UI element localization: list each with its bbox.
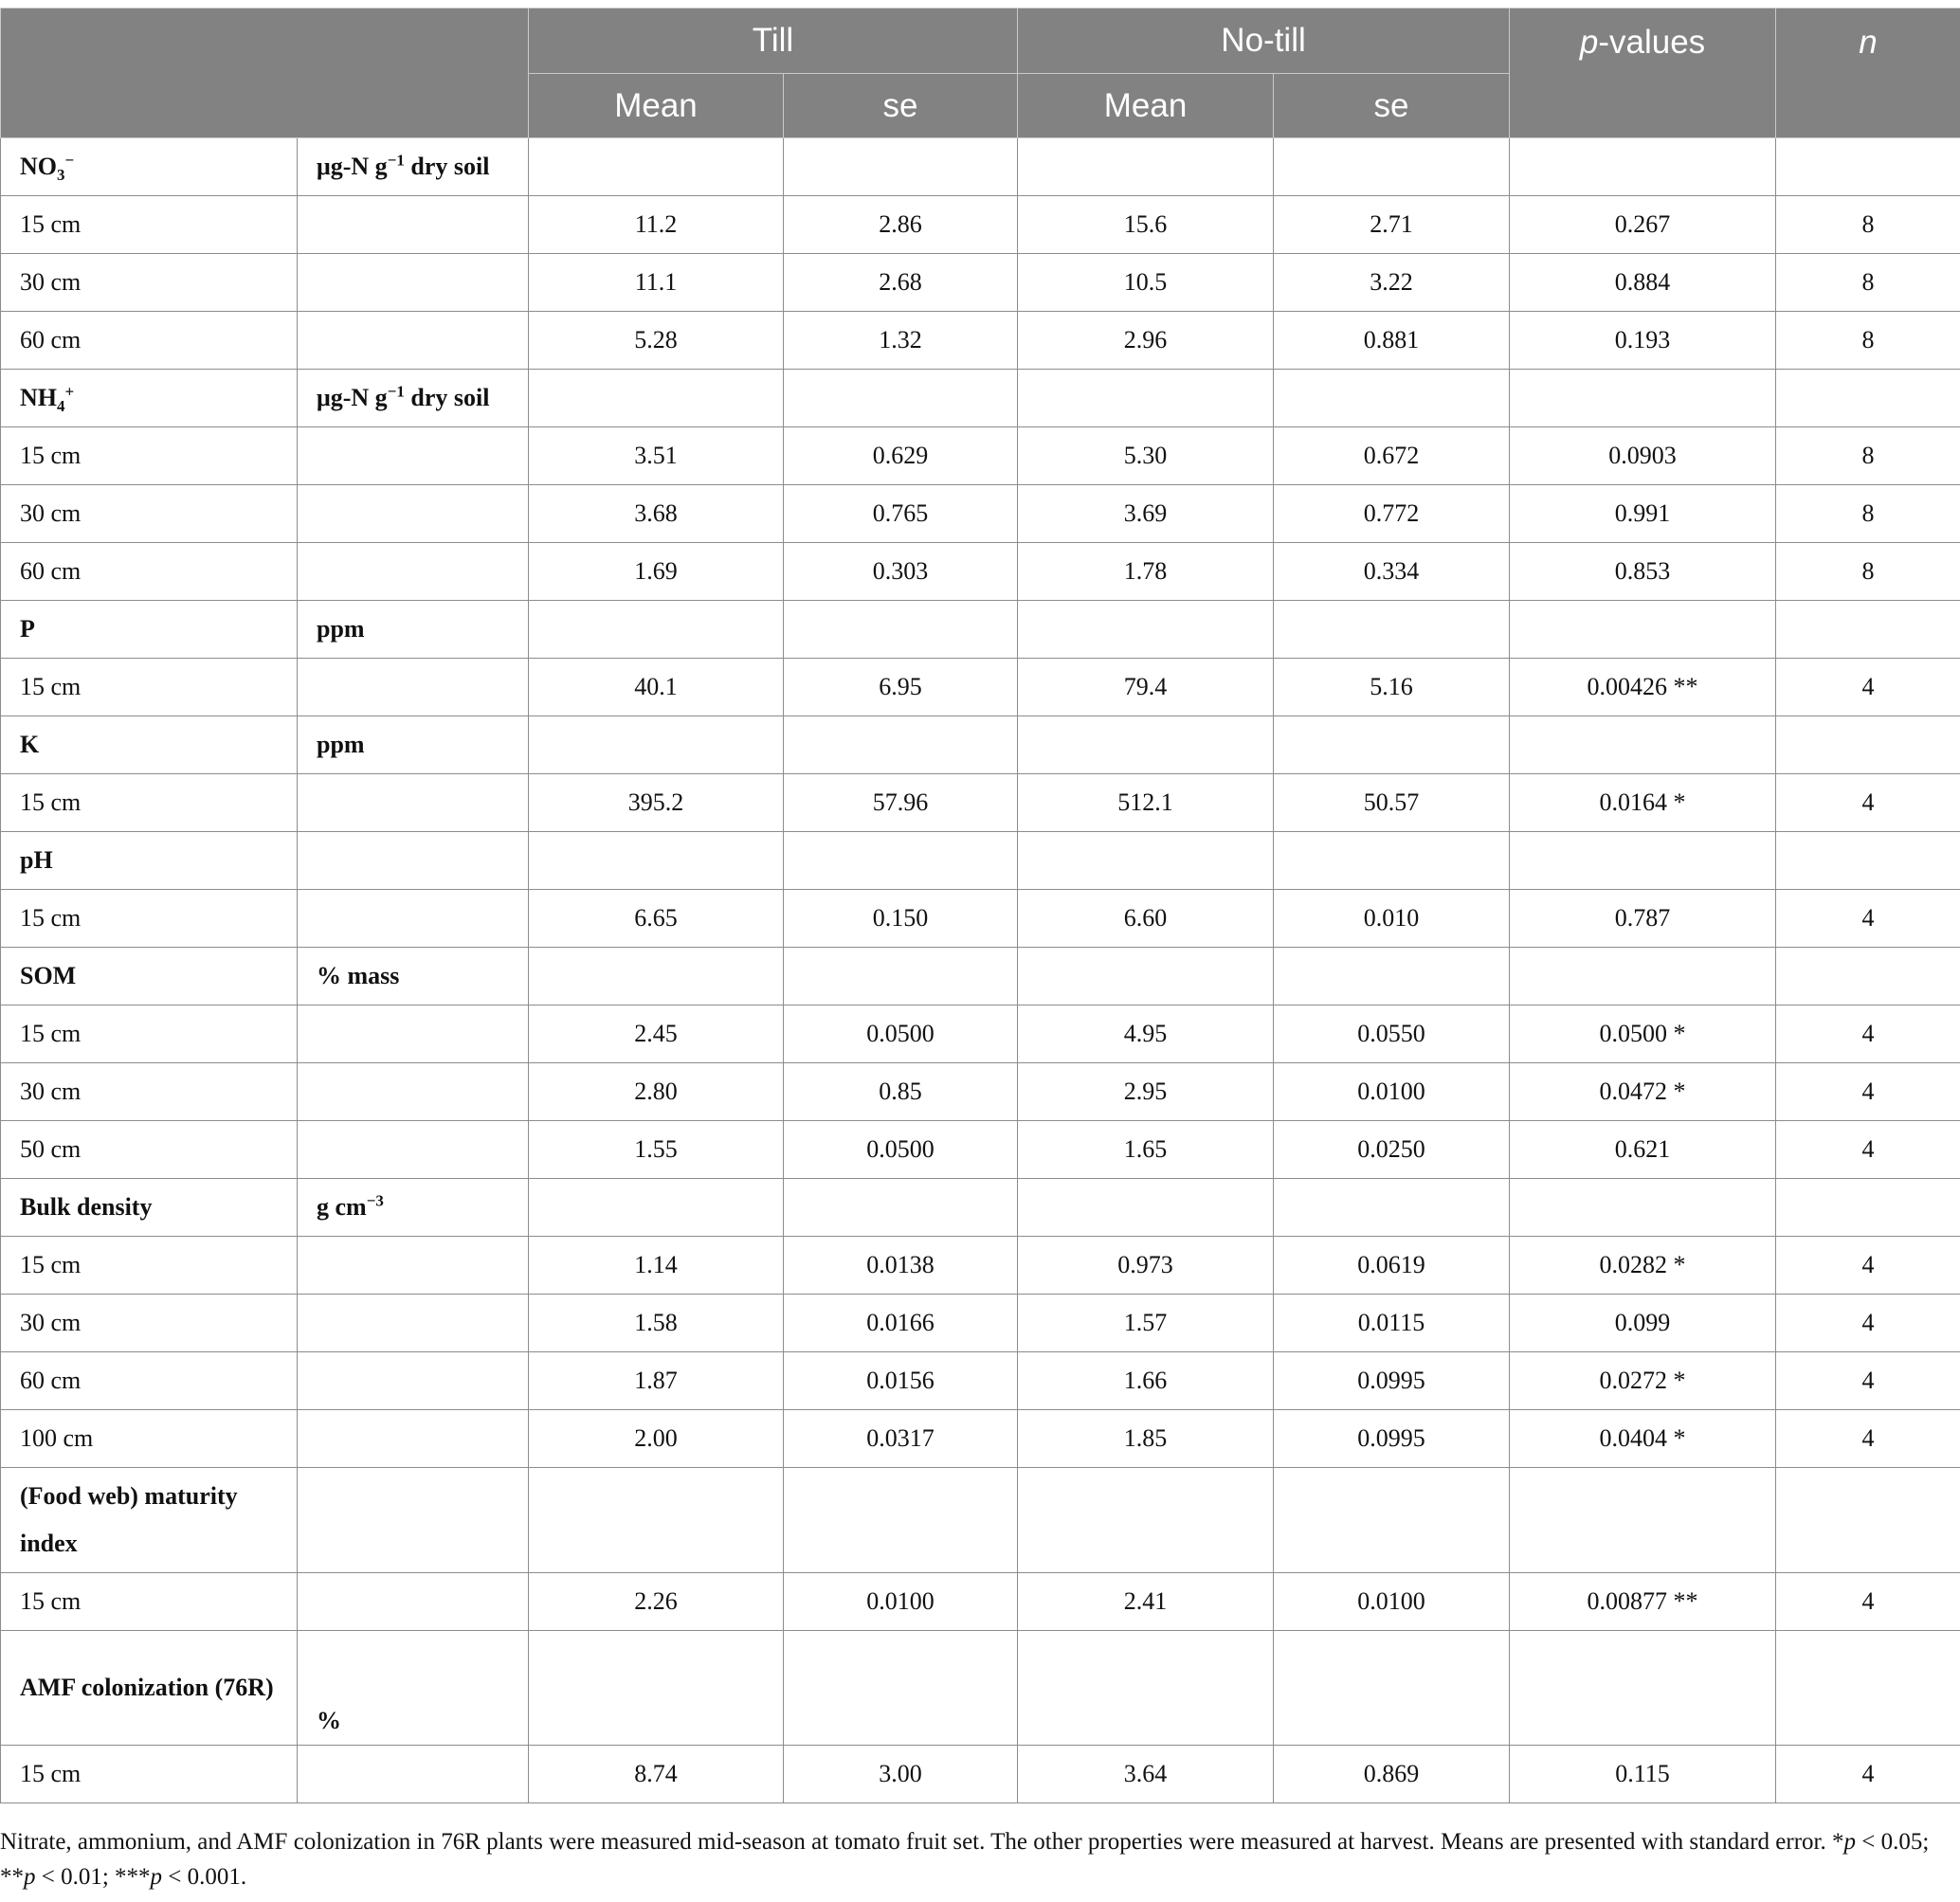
section-unit-nh4: μg-N $g^{-1}$ dry soil [298, 370, 529, 427]
no-till-se-cell: 0.0250 [1274, 1121, 1510, 1179]
no-till-se-cell: 0.0619 [1274, 1237, 1510, 1295]
no-till-mean-cell: 79.4 [1018, 659, 1274, 716]
table-row [1, 659, 1960, 716]
table-row [1, 1352, 1960, 1410]
n-cell: 4 [1776, 1573, 1960, 1631]
section-row-k [1, 716, 1960, 774]
section-label-p: P [1, 601, 298, 659]
section-label-no3: $NO_3^-$ [1, 138, 298, 196]
p-value-cell: 0.787 [1510, 890, 1776, 948]
p-value-cell: 0.099 [1510, 1295, 1776, 1352]
till-se-cell: 0.0156 [784, 1352, 1018, 1410]
till-se-cell: 0.765 [784, 485, 1018, 543]
n-cell: 4 [1776, 890, 1960, 948]
no-till-se-cell: 0.0550 [1274, 1005, 1510, 1063]
no-till-mean-cell: 5.30 [1018, 427, 1274, 485]
till-mean-cell: 2.80 [529, 1063, 784, 1121]
section-label-bulk-density: Bulk density [1, 1179, 298, 1237]
p-value-cell: 0.0164 * [1510, 774, 1776, 832]
no-till-mean-cell: 1.65 [1018, 1121, 1274, 1179]
till-mean-cell: 2.45 [529, 1005, 784, 1063]
table-row [1, 1237, 1960, 1295]
p-value-cell: 0.0472 * [1510, 1063, 1776, 1121]
table-row [1, 1573, 1960, 1631]
depth-cell: 15 cm [1, 774, 298, 832]
table-row [1, 1410, 1960, 1468]
no-till-mean-cell: 1.57 [1018, 1295, 1274, 1352]
table-body [1, 138, 1960, 1803]
p-value-cell: 0.115 [1510, 1746, 1776, 1803]
no-till-se-cell: 0.0100 [1274, 1573, 1510, 1631]
till-se-cell: 0.0166 [784, 1295, 1018, 1352]
no-till-mean-cell: 0.973 [1018, 1237, 1274, 1295]
p-value-cell: 0.193 [1510, 312, 1776, 370]
header-n-italic: n [1859, 24, 1878, 61]
no-till-mean-cell: 3.69 [1018, 485, 1274, 543]
depth-cell: 30 cm [1, 254, 298, 312]
no-till-mean-cell: 512.1 [1018, 774, 1274, 832]
no-till-se-cell: 0.010 [1274, 890, 1510, 948]
table-row [1, 1063, 1960, 1121]
no-till-se-cell: 3.22 [1274, 254, 1510, 312]
p-value-cell: 0.0404 * [1510, 1410, 1776, 1468]
till-se-cell: 0.150 [784, 890, 1018, 948]
p-value-cell: 0.621 [1510, 1121, 1776, 1179]
table-row [1, 196, 1960, 254]
depth-cell: 60 cm [1, 1352, 298, 1410]
p-value-cell: 0.0903 [1510, 427, 1776, 485]
p-value-cell: 0.00426 ** [1510, 659, 1776, 716]
depth-cell: 15 cm [1, 1237, 298, 1295]
no-till-se-cell: 2.71 [1274, 196, 1510, 254]
table-footnote: Nitrate, ammonium, and AMF colonization in 76R plants were measured mid-season at tomato fruit set. The other properties were measured at harvest. Means are presented with standard error. *p < 0.05; **p < 0.01; ***p < 0.001. [0, 1829, 1930, 1890]
header-no-till: No-till [1018, 9, 1510, 74]
till-se-cell: 0.303 [784, 543, 1018, 601]
no-till-se-cell: 0.772 [1274, 485, 1510, 543]
no-till-se-cell: 0.0100 [1274, 1063, 1510, 1121]
section-row-amf-colonization [1, 1631, 1960, 1746]
till-se-cell: 2.86 [784, 196, 1018, 254]
table-row [1, 890, 1960, 948]
table-row [1, 1121, 1960, 1179]
till-mean-cell: 40.1 [529, 659, 784, 716]
no-till-mean-cell: 1.78 [1018, 543, 1274, 601]
soil-properties-table [0, 8, 1960, 1803]
no-till-se-cell: 0.0115 [1274, 1295, 1510, 1352]
table-row [1, 427, 1960, 485]
no-till-mean-cell: 2.96 [1018, 312, 1274, 370]
section-unit-bulk-density: g $cm^{-3}$ [298, 1179, 529, 1237]
till-mean-cell: 1.58 [529, 1295, 784, 1352]
till-se-cell: 0.629 [784, 427, 1018, 485]
section-row-maturity-index [1, 1468, 1960, 1573]
no-till-se-cell: 5.16 [1274, 659, 1510, 716]
section-row-bulk-density [1, 1179, 1960, 1237]
till-mean-cell: 2.26 [529, 1573, 784, 1631]
n-cell: 8 [1776, 196, 1960, 254]
till-mean-cell: 1.69 [529, 543, 784, 601]
n-cell: 4 [1776, 1295, 1960, 1352]
p-value-cell: 0.991 [1510, 485, 1776, 543]
depth-cell: 100 cm [1, 1410, 298, 1468]
till-mean-cell: 5.28 [529, 312, 784, 370]
section-row-no3 [1, 138, 1960, 196]
till-se-cell: 3.00 [784, 1746, 1018, 1803]
n-cell: 8 [1776, 543, 1960, 601]
section-label-nh4: $NH_4^+$ [1, 370, 298, 427]
no-till-mean-cell: 2.95 [1018, 1063, 1274, 1121]
table-header [1, 9, 1960, 138]
header-p-rest: -values [1598, 24, 1706, 61]
depth-cell: 15 cm [1, 1005, 298, 1063]
no-till-se-cell: 0.869 [1274, 1746, 1510, 1803]
n-cell: 4 [1776, 659, 1960, 716]
n-cell: 4 [1776, 1121, 1960, 1179]
n-cell: 4 [1776, 1746, 1960, 1803]
header-till: Till [529, 9, 1018, 74]
section-unit-k: ppm [298, 716, 529, 774]
table-row [1, 485, 1960, 543]
table-row [1, 774, 1960, 832]
till-se-cell: 0.0500 [784, 1121, 1018, 1179]
header-p-italic: p [1579, 24, 1599, 61]
table-row [1, 254, 1960, 312]
depth-cell: 15 cm [1, 196, 298, 254]
till-se-cell: 57.96 [784, 774, 1018, 832]
till-mean-cell: 395.2 [529, 774, 784, 832]
depth-cell: 30 cm [1, 485, 298, 543]
depth-cell: 15 cm [1, 1573, 298, 1631]
n-cell: 4 [1776, 1352, 1960, 1410]
p-value-cell: 0.00877 ** [1510, 1573, 1776, 1631]
p-value-cell: 0.0500 * [1510, 1005, 1776, 1063]
no-till-se-cell: 0.672 [1274, 427, 1510, 485]
section-unit-amf-colonization: % [298, 1631, 529, 1746]
till-mean-cell: 1.14 [529, 1237, 784, 1295]
header-till-se: se [784, 74, 1018, 138]
header-row-groups [1, 9, 1960, 74]
till-se-cell: 1.32 [784, 312, 1018, 370]
table-row [1, 1295, 1960, 1352]
depth-cell: 30 cm [1, 1295, 298, 1352]
depth-cell: 50 cm [1, 1121, 298, 1179]
p-value-cell: 0.853 [1510, 543, 1776, 601]
n-cell: 8 [1776, 254, 1960, 312]
header-no-till-mean: Mean [1018, 74, 1274, 138]
section-unit-no3: μg-N $g^{-1}$ dry soil [298, 138, 529, 196]
no-till-mean-cell: 15.6 [1018, 196, 1274, 254]
header-no-till-se: se [1274, 74, 1510, 138]
n-cell: 4 [1776, 774, 1960, 832]
no-till-mean-cell: 2.41 [1018, 1573, 1274, 1631]
till-mean-cell: 1.87 [529, 1352, 784, 1410]
no-till-se-cell: 0.0995 [1274, 1410, 1510, 1468]
section-row-ph [1, 832, 1960, 890]
table-row [1, 1746, 1960, 1803]
table-row [1, 312, 1960, 370]
depth-cell: 15 cm [1, 890, 298, 948]
table-row [1, 1005, 1960, 1063]
till-se-cell: 0.0500 [784, 1005, 1018, 1063]
n-cell: 4 [1776, 1005, 1960, 1063]
section-row-som [1, 948, 1960, 1005]
section-label-k: K [1, 716, 298, 774]
section-label-som: SOM [1, 948, 298, 1005]
no-till-mean-cell: 3.64 [1018, 1746, 1274, 1803]
section-unit-ph [298, 832, 529, 890]
till-mean-cell: 3.68 [529, 485, 784, 543]
section-label-maturity-index: (Food web) maturity index [1, 1468, 298, 1573]
no-till-se-cell: 50.57 [1274, 774, 1510, 832]
n-cell: 4 [1776, 1063, 1960, 1121]
p-value-cell: 0.884 [1510, 254, 1776, 312]
depth-cell: 60 cm [1, 543, 298, 601]
no-till-mean-cell: 10.5 [1018, 254, 1274, 312]
till-mean-cell: 3.51 [529, 427, 784, 485]
till-mean-cell: 8.74 [529, 1746, 784, 1803]
no-till-se-cell: 0.881 [1274, 312, 1510, 370]
no-till-mean-cell: 1.66 [1018, 1352, 1274, 1410]
till-se-cell: 0.0317 [784, 1410, 1018, 1468]
till-mean-cell: 11.1 [529, 254, 784, 312]
section-unit-som: % mass [298, 948, 529, 1005]
till-mean-cell: 2.00 [529, 1410, 784, 1468]
depth-cell: 15 cm [1, 427, 298, 485]
no-till-mean-cell: 1.85 [1018, 1410, 1274, 1468]
p-value-cell: 0.267 [1510, 196, 1776, 254]
p-value-cell: 0.0282 * [1510, 1237, 1776, 1295]
section-row-nh4 [1, 370, 1960, 427]
n-cell: 4 [1776, 1237, 1960, 1295]
till-se-cell: 2.68 [784, 254, 1018, 312]
no-till-se-cell: 0.334 [1274, 543, 1510, 601]
n-cell: 8 [1776, 312, 1960, 370]
till-se-cell: 0.85 [784, 1063, 1018, 1121]
n-cell: 8 [1776, 427, 1960, 485]
no-till-se-cell: 0.0995 [1274, 1352, 1510, 1410]
header-n [1776, 9, 1960, 138]
till-mean-cell: 1.55 [529, 1121, 784, 1179]
till-mean-cell: 11.2 [529, 196, 784, 254]
depth-cell: 60 cm [1, 312, 298, 370]
no-till-mean-cell: 6.60 [1018, 890, 1274, 948]
n-cell: 8 [1776, 485, 1960, 543]
till-mean-cell: 6.65 [529, 890, 784, 948]
till-se-cell: 0.0100 [784, 1573, 1018, 1631]
header-till-mean: Mean [529, 74, 784, 138]
till-se-cell: 6.95 [784, 659, 1018, 716]
table-wrapper [0, 8, 1960, 1803]
header-corner-blank [1, 9, 529, 138]
section-label-ph: pH [1, 832, 298, 890]
no-till-mean-cell: 4.95 [1018, 1005, 1274, 1063]
section-row-p [1, 601, 1960, 659]
section-unit-p: ppm [298, 601, 529, 659]
depth-cell: 30 cm [1, 1063, 298, 1121]
section-unit-maturity-index [298, 1468, 529, 1573]
section-label-amf-colonization: AMF colonization (76R) [1, 1631, 298, 1746]
n-cell: 4 [1776, 1410, 1960, 1468]
depth-cell: 15 cm [1, 1746, 298, 1803]
p-value-cell: 0.0272 * [1510, 1352, 1776, 1410]
header-p-values [1510, 9, 1776, 138]
depth-cell: 15 cm [1, 659, 298, 716]
till-se-cell: 0.0138 [784, 1237, 1018, 1295]
table-row [1, 543, 1960, 601]
